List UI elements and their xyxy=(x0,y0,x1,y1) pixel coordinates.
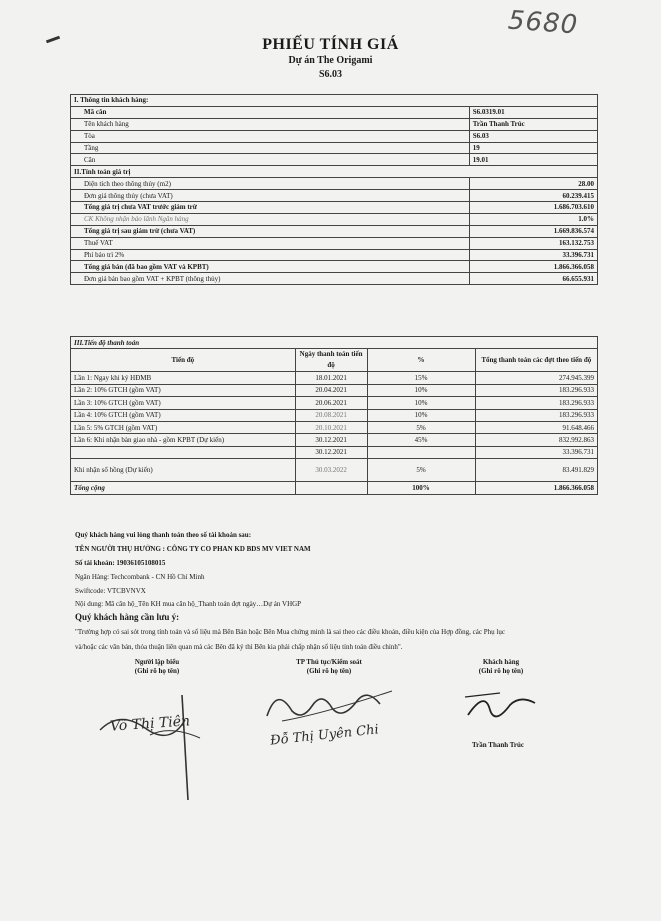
note-line-1: "Trường hợp có sai sót trong tính toán và số liệu mà Bên Bán hoặc Bên Mua chứng minh là sai theo các điều khoản, điều kiện của Hợp đồng, các Phụ lục xyxy=(75,628,505,636)
signer-3-name: Trần Thanh Trúc xyxy=(472,741,525,749)
signer-2-name: Đỗ Thị Uyên Chi xyxy=(269,722,380,749)
document-title: PHIẾU TÍNH GIÁ xyxy=(262,36,399,53)
account-number: Số tài khoản: 19036105108015 xyxy=(75,559,166,567)
table-header-row: Tiến độ Ngày thanh toán tiến độ % Tổng thanh toán các đợt theo tiến độ xyxy=(71,349,598,372)
table-row: Tòa S6.03 xyxy=(71,130,598,142)
table-row: Đơn giá thông thủy (chưa VAT) 60.239.415 xyxy=(71,190,598,202)
table-row: Căn 19.01 xyxy=(71,154,598,166)
signature-3-scribble xyxy=(460,685,540,725)
payment-schedule-table xyxy=(70,336,598,495)
signature-2-scribble xyxy=(262,676,402,726)
table-row: Mã căn S6.0319.01 xyxy=(71,106,598,118)
signature-1-scribble xyxy=(90,690,270,810)
table-row: Tổng giá trị sau giảm trừ (chưa VAT) 1.669.836.574 xyxy=(71,225,598,237)
section-value-calc: II.Tính toán giá trị xyxy=(71,166,598,178)
table-row: Lần 4: 10% GTCH (gồm VAT) 20.08.2021 10% 183.296.933 xyxy=(71,409,598,421)
table-row: 30.12.2021 33.396.731 xyxy=(71,446,598,458)
table-row: Lần 1: Ngay khi ký HĐMB 18.01.2021 15% 274.945.399 xyxy=(71,372,598,384)
table-row: Thuế VAT 163.132.753 xyxy=(71,237,598,249)
total-row: Tổng cộng 100% 1.866.366.058 xyxy=(71,482,598,494)
table-row: Đơn giá bán bao gồm VAT + KPBT (thông thủy) 66.655.931 xyxy=(71,273,598,285)
table-row: CK Không nhận bảo lãnh Ngân hàng 1.0% xyxy=(71,213,598,225)
table-row: Tổng giá bán (đã bao gồm VAT và KPBT) 1.866.366.058 xyxy=(71,261,598,273)
transfer-content: Nội dung: Mã căn hộ_Tên KH mua căn hộ_Thanh toán đợt ngày…Dự án VHGP xyxy=(75,600,302,608)
swift-code: Swiftcode: VTCBVNVX xyxy=(75,587,146,595)
table-row: Lần 3: 10% GTCH (gồm VAT) 20.06.2021 10% 183.296.933 xyxy=(71,397,598,409)
signer-2-label: TP Thủ tục/Kiểm soát (Ghi rõ họ tên) xyxy=(296,658,362,675)
beneficiary: TÊN NGƯỜI THỤ HƯỞNG : CÔNG TY CO PHAN KD BDS MV VIET NAM xyxy=(75,545,311,553)
bank-intro: Quý khách hàng vui lòng thanh toán theo số tài khoản sau: xyxy=(75,531,252,539)
table-row: Tên khách hàng Trần Thanh Trúc xyxy=(71,118,598,130)
section-customer-info: I. Thông tin khách hàng: xyxy=(71,95,598,107)
project-name: Dự án The Origami xyxy=(288,55,373,66)
section-payment: III.Tiến độ thanh toán xyxy=(71,337,598,349)
table-row: Tổng giá trị chưa VAT trước giảm trừ 1.686.703.610 xyxy=(71,202,598,214)
table-row: Lần 6: Khi nhận bàn giao nhà - gồm KPBT (Dự kiến) 30.12.2021 45% 832.992.863 xyxy=(71,434,598,446)
bank-name: Ngân Hàng: Techcombank - CN Hồ Chí Minh xyxy=(75,573,205,581)
table-row: Lần 2: 10% GTCH (gồm VAT) 20.04.2021 10% 183.296.933 xyxy=(71,384,598,396)
table-row: Diện tích theo thông thủy (m2) 28.00 xyxy=(71,178,598,190)
table-row: Lần 5: 5% GTCH (gồm VAT) 20.10.2021 5% 91.648.466 xyxy=(71,421,598,433)
signer-1-label: Người lập biểu (Ghi rõ họ tên) xyxy=(134,658,180,675)
table-row: Phí bảo trì 2% 33.396.731 xyxy=(71,249,598,261)
handwritten-number: 5680 xyxy=(507,5,580,41)
table-row: Khi nhận sổ hồng (Dự kiến) 30.03.2022 5% 83.491.829 xyxy=(71,459,598,482)
customer-info-table xyxy=(70,94,598,285)
signer-1-name: Võ Thị Tiên xyxy=(109,713,191,735)
note-title: Quý khách hàng cần lưu ý: xyxy=(75,612,180,622)
signer-3-label: Khách hàng (Ghi rõ họ tên) xyxy=(478,658,524,675)
note-line-2: và/hoặc các văn bản, thỏa thuận liên quan mà các Bên đã ký thì Bên kia phải chấp nhận số liệu tính toán điều chỉnh". xyxy=(75,643,403,651)
table-row: Tầng 19 xyxy=(71,142,598,154)
unit-code: S6.03 xyxy=(318,69,343,80)
